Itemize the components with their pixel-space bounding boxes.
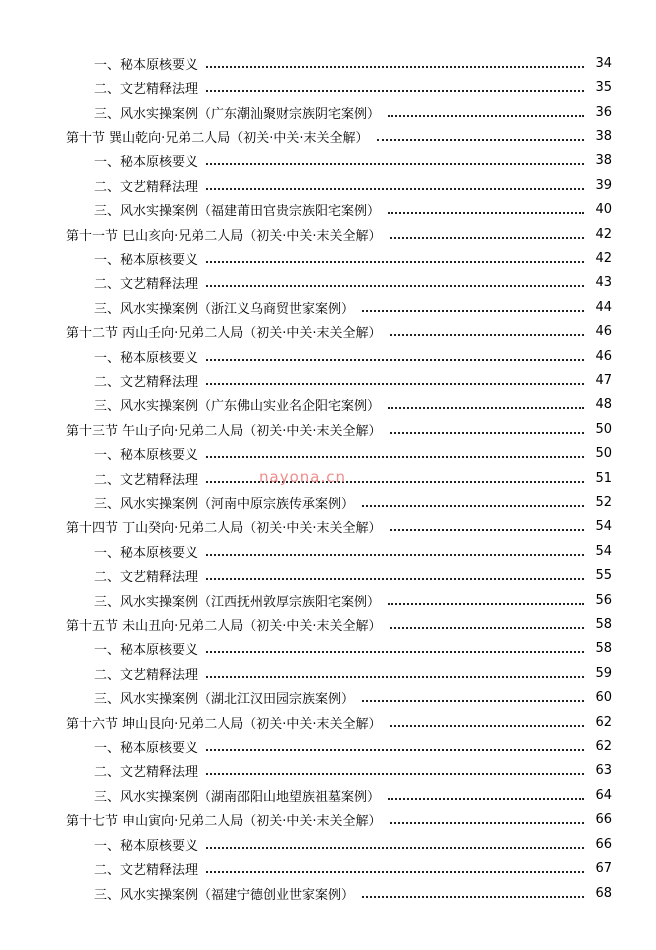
dot-leader [206, 358, 584, 361]
toc-page-number: 50 [595, 421, 612, 437]
toc-subsection-entry[interactable] [0, 344, 656, 368]
toc-subsection-entry[interactable] [0, 539, 656, 563]
toc-subsection-entry[interactable] [0, 686, 656, 710]
toc-page-number: 38 [595, 128, 612, 144]
dot-leader [206, 260, 584, 263]
toc-page-number: 34 [595, 55, 612, 71]
toc-entry-title: 一、秘本原核要义 [94, 741, 199, 757]
toc-page-number: 54 [595, 543, 612, 559]
toc-subsection-entry[interactable] [0, 197, 656, 221]
toc-entry-title: 第十七节 申山寅向·兄弟二人局（初关·中关·末关全解） [66, 814, 382, 830]
toc-subsection-entry[interactable] [0, 100, 656, 124]
toc-subsection-entry[interactable] [0, 393, 656, 417]
toc-entry-title: 三、风水实操案例（江西抚州敦厚宗族阳宅案例） [94, 594, 381, 610]
dot-leader [206, 650, 584, 653]
dot-leader [388, 406, 584, 409]
dot-leader [388, 211, 584, 214]
dot-leader [206, 846, 584, 849]
toc-entry-title: 二、文艺精释法理 [94, 472, 199, 488]
toc-page-number: 51 [595, 470, 612, 486]
toc-page-number: 52 [595, 495, 612, 511]
dot-leader [206, 162, 584, 165]
toc-subsection-entry[interactable] [0, 246, 656, 270]
toc-page-number: 60 [595, 690, 612, 706]
toc-page-number: 40 [595, 202, 612, 218]
toc-entry-title: 三、风水实操案例（广东潮汕聚财宗族阴宅案例） [94, 106, 381, 122]
toc-section-entry[interactable] [0, 417, 656, 441]
dot-leader [206, 284, 584, 287]
toc-page-number: 46 [595, 324, 612, 340]
toc-entry-title: 一、秘本原核要义 [94, 252, 199, 268]
toc-entry-title: 二、文艺精释法理 [94, 863, 199, 879]
toc-subsection-entry[interactable] [0, 856, 656, 880]
toc-subsection-entry[interactable] [0, 271, 656, 295]
dot-leader [362, 699, 584, 702]
toc-subsection-entry[interactable] [0, 759, 656, 783]
toc-entry-title: 第十节 巽山乾向·兄弟二人局（初关·中关·末关全解） [66, 130, 369, 146]
toc-subsection-entry[interactable] [0, 442, 656, 466]
toc-page-number: 39 [595, 177, 612, 193]
toc-subsection-entry[interactable] [0, 783, 656, 807]
toc-entry-title: 三、风水实操案例（湖北江汉田园宗族案例） [94, 692, 355, 708]
toc-section-entry[interactable] [0, 124, 656, 148]
toc-section-entry[interactable] [0, 319, 656, 343]
toc-entry-title: 二、文艺精释法理 [94, 667, 199, 683]
toc-page-number: 42 [595, 226, 612, 242]
toc-entry-title: 三、风水实操案例（福建莆田官贵宗族阳宅案例） [94, 204, 381, 220]
dot-leader [206, 89, 584, 92]
toc-entry-title: 第十二节 丙山壬向·兄弟二人局（初关·中关·末关全解） [66, 326, 382, 342]
toc-entry-title: 第十四节 丁山癸向·兄弟二人局（初关·中关·末关全解） [66, 521, 382, 537]
toc-entry-title: 三、风水实操案例（河南中原宗族传承案例） [94, 497, 355, 513]
toc-subsection-entry[interactable] [0, 661, 656, 685]
toc-page-number: 38 [595, 153, 612, 169]
toc-entry-title: 三、风水实操案例（福建宁德创业世家案例） [94, 887, 355, 903]
toc-entry-title: 二、文艺精释法理 [94, 570, 199, 586]
dot-leader [388, 797, 584, 800]
dot-leader [388, 114, 584, 117]
toc-section-entry[interactable] [0, 710, 656, 734]
toc-entry-title: 第十五节 未山丑向·兄弟二人局（初关·中关·末关全解） [66, 619, 382, 635]
toc-page-number: 58 [595, 641, 612, 657]
dot-leader [390, 821, 584, 824]
dot-leader [362, 895, 584, 898]
toc-section-entry[interactable] [0, 612, 656, 636]
dot-leader [388, 602, 584, 605]
toc-section-entry[interactable] [0, 515, 656, 539]
dot-leader [206, 553, 584, 556]
dot-leader [390, 236, 584, 239]
toc-subsection-entry[interactable] [0, 368, 656, 392]
dot-leader [206, 187, 584, 190]
dot-leader [206, 870, 584, 873]
dot-leader [377, 138, 584, 141]
toc-entry-title: 二、文艺精释法理 [94, 765, 199, 781]
toc-subsection-entry[interactable] [0, 637, 656, 661]
watermark: nayona.cn [259, 468, 346, 486]
dot-leader [390, 626, 584, 629]
toc-page-number: 54 [595, 519, 612, 535]
dot-leader [390, 528, 584, 531]
toc-page-number: 43 [595, 275, 612, 291]
toc-page-number: 36 [595, 104, 612, 120]
dot-leader [362, 309, 584, 312]
toc-page-number: 59 [595, 665, 612, 681]
dot-leader [206, 65, 584, 68]
dot-leader [206, 577, 584, 580]
toc-entry-title: 一、秘本原核要义 [94, 838, 199, 854]
toc-section-entry[interactable] [0, 222, 656, 246]
dot-leader [362, 504, 584, 507]
toc-entry-title: 三、风水实操案例（浙江义乌商贸世家案例） [94, 301, 355, 317]
toc-page-number: 44 [595, 299, 612, 315]
toc-entry-title: 一、秘本原核要义 [94, 448, 199, 464]
toc-entry-title: 一、秘本原核要义 [94, 545, 199, 561]
toc-entry-title: 一、秘本原核要义 [94, 350, 199, 366]
toc-entry-title: 三、风水实操案例（湖南邵阳山地望族祖墓案例） [94, 789, 381, 805]
dot-leader [206, 772, 584, 775]
toc-subsection-entry[interactable] [0, 588, 656, 612]
toc-page-number: 50 [595, 446, 612, 462]
dot-leader [206, 382, 584, 385]
toc-subsection-entry[interactable] [0, 490, 656, 514]
toc-page-number: 67 [595, 861, 612, 877]
toc-subsection-entry[interactable] [0, 51, 656, 75]
toc-entry-title: 二、文艺精释法理 [94, 179, 199, 195]
toc-entry-title: 三、风水实操案例（广东佛山实业名企阳宅案例） [94, 399, 381, 415]
dot-leader [206, 748, 584, 751]
toc-subsection-entry[interactable] [0, 564, 656, 588]
toc-entry-title: 一、秘本原核要义 [94, 155, 199, 171]
dot-leader [390, 431, 584, 434]
toc-entry-title: 第十六节 坤山艮向·兄弟二人局（初关·中关·末关全解） [66, 716, 382, 732]
toc-page-number: 58 [595, 617, 612, 633]
toc-page-number: 56 [595, 592, 612, 608]
toc-subsection-entry[interactable] [0, 734, 656, 758]
toc-section-entry[interactable] [0, 808, 656, 832]
toc-entry-title: 二、文艺精释法理 [94, 277, 199, 293]
toc-page-number: 63 [595, 763, 612, 779]
toc-entry-title: 二、文艺精释法理 [94, 374, 199, 390]
toc-subsection-entry[interactable] [0, 881, 656, 905]
toc-entry-title: 一、秘本原核要义 [94, 643, 199, 659]
toc-page-number: 46 [595, 348, 612, 364]
toc-page-number: 35 [595, 80, 612, 96]
toc-page-number: 42 [595, 250, 612, 266]
toc-page-number: 47 [595, 372, 612, 388]
toc-subsection-entry[interactable] [0, 149, 656, 173]
toc-page-number: 64 [595, 787, 612, 803]
dot-leader [390, 724, 584, 727]
toc-page-number: 55 [595, 568, 612, 584]
toc-entry-title: 一、秘本原核要义 [94, 57, 199, 73]
dot-leader [206, 455, 584, 458]
toc-page-number: 66 [595, 836, 612, 852]
toc-entry-title: 第十一节 巳山亥向·兄弟二人局（初关·中关·末关全解） [66, 228, 382, 244]
dot-leader [206, 675, 584, 678]
toc-subsection-entry[interactable] [0, 832, 656, 856]
toc-entry-title: 第十三节 午山子向·兄弟二人局（初关·中关·末关全解） [66, 423, 382, 439]
toc-page-number: 68 [595, 885, 612, 901]
toc-entry-title: 二、文艺精释法理 [94, 82, 199, 98]
toc-subsection-entry[interactable] [0, 173, 656, 197]
toc-subsection-entry[interactable] [0, 75, 656, 99]
toc-page-number: 62 [595, 739, 612, 755]
toc-subsection-entry[interactable] [0, 295, 656, 319]
toc-page-number: 48 [595, 397, 612, 413]
dot-leader [390, 333, 584, 336]
toc-page-number: 66 [595, 812, 612, 828]
toc-page-number: 62 [595, 714, 612, 730]
